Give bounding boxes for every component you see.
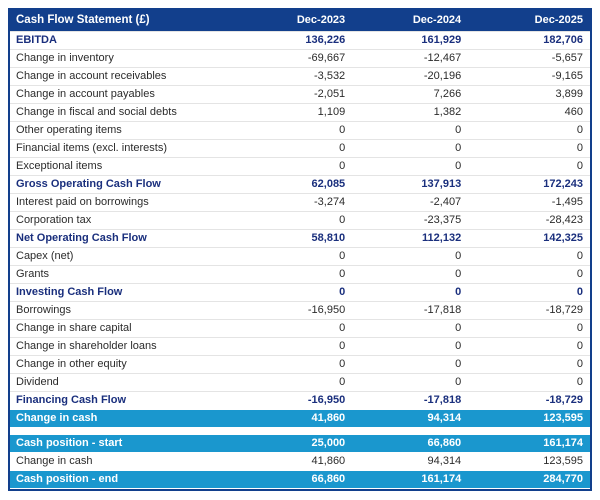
row-value: 7,266 xyxy=(352,85,468,103)
row-value: 0 xyxy=(352,373,468,391)
table-row xyxy=(10,193,590,211)
table-row xyxy=(10,157,590,175)
row-value: 112,132 xyxy=(352,229,468,247)
row-value: -12,467 xyxy=(352,49,468,67)
column-header-dec-2023: Dec-2023 xyxy=(242,10,352,31)
row-value: -3,274 xyxy=(242,193,352,211)
row-value: 0 xyxy=(242,265,352,283)
row-value: 0 xyxy=(468,139,590,157)
table-row xyxy=(10,139,590,157)
table-row xyxy=(10,391,590,409)
row-label: Change in account payables xyxy=(10,85,242,103)
row-label: Financing Cash Flow xyxy=(10,391,242,409)
table-row xyxy=(10,85,590,103)
table-row xyxy=(10,211,590,229)
row-value: 94,314 xyxy=(352,409,468,427)
row-value: 161,174 xyxy=(468,434,590,452)
row-value: 123,595 xyxy=(468,409,590,427)
row-value: 0 xyxy=(242,283,352,301)
row-label: Dividend xyxy=(10,373,242,391)
row-value: 0 xyxy=(242,337,352,355)
row-label: Gross Operating Cash Flow xyxy=(10,175,242,193)
row-value: 0 xyxy=(242,247,352,265)
row-label: Net Operating Cash Flow xyxy=(10,229,242,247)
row-value: 0 xyxy=(242,139,352,157)
table-row xyxy=(10,265,590,283)
table-row xyxy=(10,337,590,355)
row-value: 284,770 xyxy=(468,470,590,488)
row-label: Financial items (excl. interests) xyxy=(10,139,242,157)
row-value: 66,860 xyxy=(242,470,352,488)
row-value: 58,810 xyxy=(242,229,352,247)
row-value: -28,423 xyxy=(468,211,590,229)
row-value: 0 xyxy=(468,337,590,355)
table-row xyxy=(10,434,590,452)
row-value: 1,382 xyxy=(352,103,468,121)
row-value: 0 xyxy=(468,265,590,283)
row-value: 0 xyxy=(242,355,352,373)
row-value: 136,226 xyxy=(242,31,352,49)
row-value: 0 xyxy=(468,157,590,175)
row-label: Corporation tax xyxy=(10,211,242,229)
row-value: 0 xyxy=(242,211,352,229)
row-value: 25,000 xyxy=(242,434,352,452)
row-value: 460 xyxy=(468,103,590,121)
row-value: 0 xyxy=(352,265,468,283)
table-row xyxy=(10,283,590,301)
row-value: 161,929 xyxy=(352,31,468,49)
table-row xyxy=(10,121,590,139)
table-row xyxy=(10,470,590,488)
table-row xyxy=(10,67,590,85)
row-label: Change in inventory xyxy=(10,49,242,67)
cash-flow-statement-table xyxy=(8,8,592,491)
table-row xyxy=(10,355,590,373)
spacer-row xyxy=(10,427,590,434)
row-value: 0 xyxy=(352,247,468,265)
table-row xyxy=(10,175,590,193)
row-value: -3,532 xyxy=(242,67,352,85)
row-value: -17,818 xyxy=(352,301,468,319)
row-value: -1,495 xyxy=(468,193,590,211)
row-value: 0 xyxy=(242,157,352,175)
row-label: Change in fiscal and social debts xyxy=(10,103,242,121)
table-row xyxy=(10,319,590,337)
row-label: Cash position - start xyxy=(10,434,242,452)
table-row xyxy=(10,31,590,49)
row-value: -17,818 xyxy=(352,391,468,409)
row-value: 0 xyxy=(352,283,468,301)
header-row xyxy=(10,10,590,31)
row-label: Change in shareholder loans xyxy=(10,337,242,355)
table-row xyxy=(10,373,590,391)
row-value: 182,706 xyxy=(468,31,590,49)
row-value: 142,325 xyxy=(468,229,590,247)
row-value: 62,085 xyxy=(242,175,352,193)
table-row xyxy=(10,247,590,265)
row-value: -9,165 xyxy=(468,67,590,85)
table-row xyxy=(10,301,590,319)
row-label: Other operating items xyxy=(10,121,242,139)
row-label: Change in cash xyxy=(10,409,242,427)
row-value: 0 xyxy=(242,319,352,337)
row-value: 0 xyxy=(242,373,352,391)
cash-flow-table xyxy=(10,10,590,489)
table-row xyxy=(10,49,590,67)
row-value: -16,950 xyxy=(242,301,352,319)
row-label: Capex (net) xyxy=(10,247,242,265)
row-value: 123,595 xyxy=(468,452,590,470)
column-header-dec-2025: Dec-2025 xyxy=(468,10,590,31)
row-value: 0 xyxy=(352,319,468,337)
row-value: 3,899 xyxy=(468,85,590,103)
table-row xyxy=(10,229,590,247)
row-value: -69,667 xyxy=(242,49,352,67)
row-value: 41,860 xyxy=(242,452,352,470)
row-value: -23,375 xyxy=(352,211,468,229)
row-value: -20,196 xyxy=(352,67,468,85)
row-value: 172,243 xyxy=(468,175,590,193)
table-row xyxy=(10,452,590,470)
row-value: 0 xyxy=(468,355,590,373)
row-value: 0 xyxy=(352,337,468,355)
row-label: Borrowings xyxy=(10,301,242,319)
table-row xyxy=(10,409,590,427)
row-value: 0 xyxy=(352,121,468,139)
row-value: 0 xyxy=(468,373,590,391)
row-value: 94,314 xyxy=(352,452,468,470)
row-value: -2,407 xyxy=(352,193,468,211)
table-header xyxy=(10,10,590,31)
row-value: 0 xyxy=(468,121,590,139)
row-label: EBITDA xyxy=(10,31,242,49)
row-value: 161,174 xyxy=(352,470,468,488)
row-value: -5,657 xyxy=(468,49,590,67)
table-title: Cash Flow Statement (£) xyxy=(10,10,242,31)
spacer-cell xyxy=(10,427,590,434)
row-value: 0 xyxy=(468,247,590,265)
column-header-dec-2024: Dec-2024 xyxy=(352,10,468,31)
row-label: Investing Cash Flow xyxy=(10,283,242,301)
row-label: Interest paid on borrowings xyxy=(10,193,242,211)
row-value: 0 xyxy=(242,121,352,139)
row-value: 0 xyxy=(352,157,468,175)
table-row xyxy=(10,103,590,121)
row-value: -16,950 xyxy=(242,391,352,409)
row-value: 0 xyxy=(352,355,468,373)
row-label: Change in cash xyxy=(10,452,242,470)
row-label: Change in share capital xyxy=(10,319,242,337)
row-label: Cash position - end xyxy=(10,470,242,488)
row-value: -18,729 xyxy=(468,391,590,409)
row-label: Change in other equity xyxy=(10,355,242,373)
row-value: 137,913 xyxy=(352,175,468,193)
row-value: 0 xyxy=(468,283,590,301)
row-label: Change in account receivables xyxy=(10,67,242,85)
row-label: Grants xyxy=(10,265,242,283)
row-value: 66,860 xyxy=(352,434,468,452)
row-value: -2,051 xyxy=(242,85,352,103)
row-value: -18,729 xyxy=(468,301,590,319)
row-value: 0 xyxy=(468,319,590,337)
row-value: 41,860 xyxy=(242,409,352,427)
row-label: Exceptional items xyxy=(10,157,242,175)
row-value: 1,109 xyxy=(242,103,352,121)
cashflow-table-body xyxy=(10,31,590,488)
row-value: 0 xyxy=(352,139,468,157)
